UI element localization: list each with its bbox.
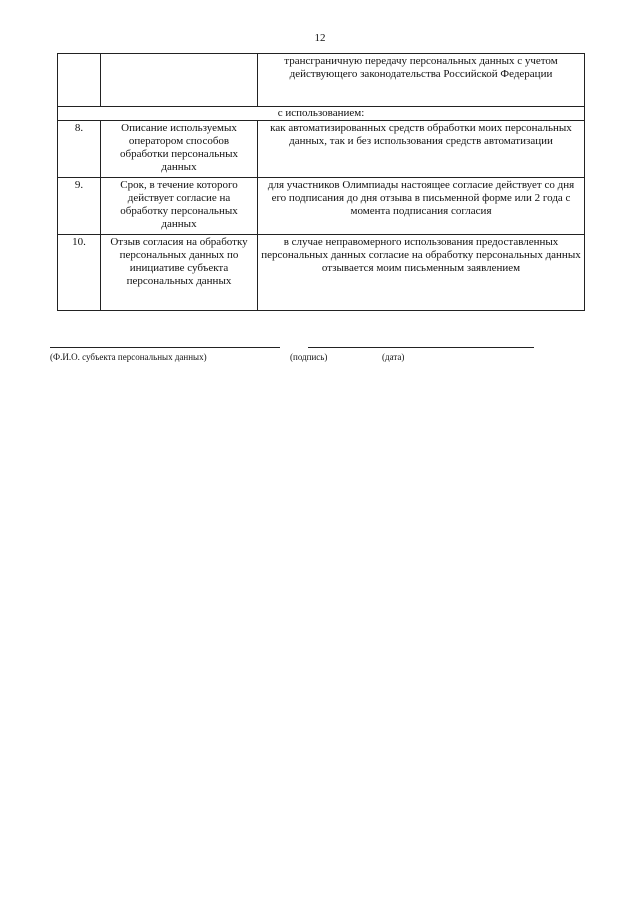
page-number: 12 bbox=[314, 32, 326, 44]
row-label-cell bbox=[101, 54, 258, 107]
consent-table bbox=[57, 53, 585, 311]
row-value-cell: трансграничную передачу персональных данных с учетом действующего законодательства Российской Федерации bbox=[258, 54, 585, 107]
signature-label: (подпись) bbox=[290, 352, 328, 362]
row-label-cell: Отзыв согласия на обработку персональных данных по инициативе субъекта персональных данных bbox=[101, 235, 258, 311]
row-number-cell bbox=[58, 54, 101, 107]
table-row bbox=[58, 235, 585, 311]
row-value-cell: для участников Олимпиады настоящее согласие действует со дня его подписания до дня отзыва в письменной форме или 2 года с момента подписания согласия bbox=[258, 178, 585, 235]
row-label-cell: Срок, в течение которого действует согласие на обработку персональных данных bbox=[101, 178, 258, 235]
table-row bbox=[58, 178, 585, 235]
row-number-cell: 9. bbox=[58, 178, 101, 235]
row-label-cell: Описание используемых оператором способов обработки персональных данных bbox=[101, 121, 258, 178]
row-number-cell: 10. bbox=[58, 235, 101, 311]
signature-block bbox=[50, 347, 550, 367]
table-row-continuation bbox=[58, 54, 585, 107]
signature-date-line bbox=[308, 347, 534, 348]
date-label: (дата) bbox=[382, 352, 405, 362]
name-label: (Ф.И.О. субъекта персональных данных) bbox=[50, 352, 207, 362]
row-value-cell: как автоматизированных средств обработки моих персональных данных, так и без использования средств автоматизации bbox=[258, 121, 585, 178]
name-signature-line bbox=[50, 347, 280, 348]
row-value-cell: в случае неправомерного использования предоставленных персональных данных согласие на обработку персональных данных отзывается моим письменным заявлением bbox=[258, 235, 585, 311]
row-number-cell: 8. bbox=[58, 121, 101, 178]
merged-cell: с использованием: bbox=[58, 107, 585, 121]
table-row bbox=[58, 121, 585, 178]
table-row-merged bbox=[58, 107, 585, 121]
